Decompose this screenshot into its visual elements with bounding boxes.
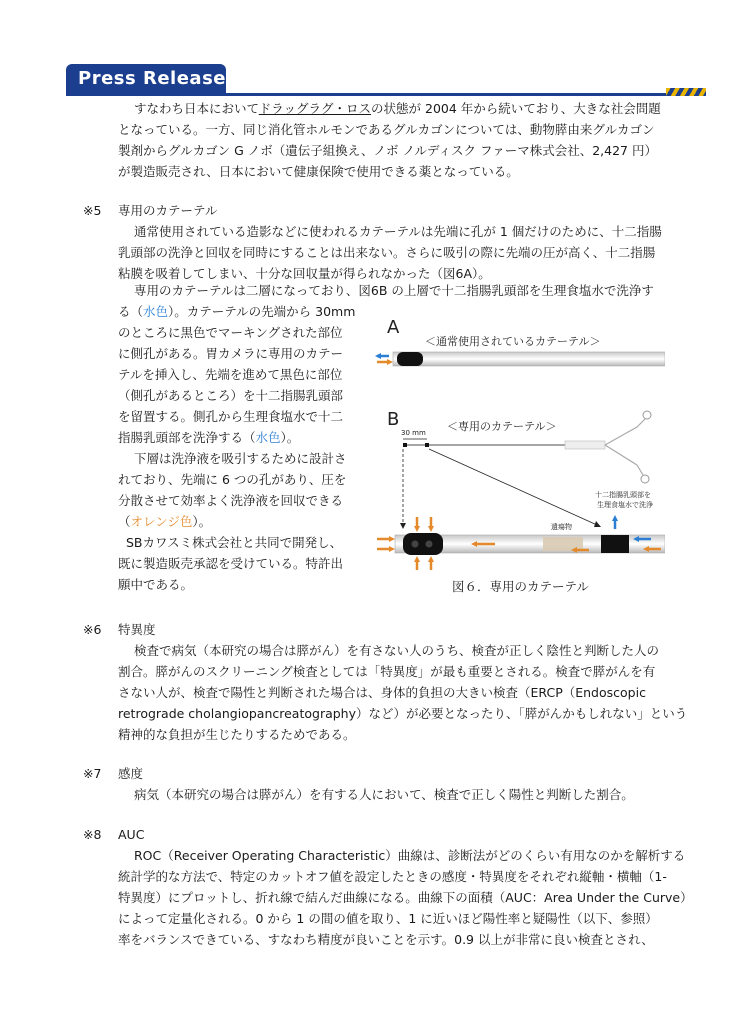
dimension-label: 30 mm — [401, 429, 426, 437]
s5-p2-line: 指腸乳頭部を洗浄する（水色）。 — [118, 430, 300, 445]
detail-tip — [403, 533, 443, 555]
s5-p2-line: 専用のカテーテルは二層になっており、図6B の上層で十二指腸乳頭部を生理食塩水で洗浄す — [134, 283, 654, 298]
orange-arrowhead — [428, 556, 434, 562]
s5-p4-line: 願中である。 — [118, 577, 194, 592]
note-8-mark: ※8 — [83, 827, 102, 842]
intro-line-4: が製造販売され、日本において健康保険で使用できる薬となっている。 — [118, 164, 519, 179]
s8-line: 統計学的な方法で、特定のカットオフ値を設定したときの感度・特異度をそれぞれ縦軸・横軸（1- — [118, 869, 667, 884]
header-rule — [66, 93, 698, 96]
s8-line: 特異度）にプロットし、折れ線で結んだ曲線になる。曲線下の面積（AUC：Area Under the Curve） — [118, 890, 693, 905]
press-release-header — [66, 64, 706, 96]
orange-arrowhead — [428, 526, 434, 532]
standard-catheter-tip — [397, 352, 423, 366]
s5-p3-line: れており、先端に 6 つの孔があり、圧を — [118, 472, 347, 487]
side-hole-band — [601, 535, 629, 553]
s5-p4-line: SBカワスミ株式会社と共同で開発し、 — [126, 535, 343, 550]
orange-arrowhead — [389, 536, 395, 542]
note-7-mark: ※7 — [83, 766, 102, 781]
orange-label: オレンジ色 — [130, 514, 193, 529]
s5-p3-line: 分散させて効率よく洗浄液を回収できる — [118, 493, 344, 508]
s8-line: ROC（Receiver Operating Characteristic）曲線は、診断法がどのくらい有用なのかを解析する — [134, 848, 686, 863]
orange-arrowhead — [389, 546, 395, 552]
debris-label: 遺瘍物 — [551, 523, 572, 531]
s5-p2-line: を留置する。側孔から生理食塩水で十二 — [118, 409, 344, 424]
panel-b-title: ＜専用のカテーテル＞ — [447, 420, 557, 433]
wash-label-2: 生理食塩水で洗浄 — [597, 501, 653, 509]
s6-line: 検査で病気（本研究の場合は膵がん）を有さない人のうち、検査が正しく陰性と判断した人の — [134, 643, 660, 658]
guide-line — [429, 449, 597, 525]
s6-line: 割合。膵がんのスクリーニング検査としては「特異度」が最も重要とされる。検査で膵がんを有 — [118, 664, 656, 679]
panel-a-label: A — [387, 317, 400, 338]
orange-arrowhead — [414, 526, 420, 532]
blue-label: 水色 — [143, 304, 169, 319]
s5-p3-line: 下層は洗浄液を吸引するために設計さ — [134, 451, 347, 466]
s5-p2-line: テルを挿入し、先端を進めて黒色に部位 — [118, 367, 343, 382]
s8-line: によって定量化される。0 から 1 の間の値を取り、1 に近いほど陽性率と疑陽性（以下、参照） — [118, 911, 658, 926]
drug-lag-term: ドラッグラグ・ロス — [258, 101, 372, 116]
intro-line-2: となっている。一方、同じ消化管ホルモンであるグルカゴンについては、動物膵由来グルカゴン — [118, 122, 655, 137]
press-release-title: Press Release — [66, 64, 226, 94]
connector-upper — [605, 419, 645, 445]
s6-line: retrograde cholangiopancreatography）など）が必要となったり、「膵がんかもしれない」という — [118, 706, 688, 721]
s5-p2-line: （側孔があるところ）を十二指腸乳頭部 — [118, 388, 344, 403]
figure-6-catheter — [375, 315, 665, 595]
intro-line-1: すなわち日本においてドラッグラグ・ロスの状態が 2004 年から続いており、大きな社会問題 — [134, 101, 661, 116]
s5-p2-line: る（水色）。カテーテルの先端から 30mm — [118, 304, 356, 319]
s5-p1-line: 粘膜を吸着してしまい、十分な回収量が得られなかった（図6A）。 — [118, 266, 491, 281]
tip-marker — [403, 443, 407, 447]
panel-a-title: ＜通常使用されているカテーテル＞ — [425, 335, 601, 348]
note-5-title: 専用のカテーテル — [118, 203, 218, 218]
s7-line: 病気（本研究の場合は膵がん）を有する人において、検査で正しく陽性と判断した割合。 — [134, 787, 634, 802]
catheter-diagram — [375, 315, 665, 577]
guide-arrowhead — [594, 521, 601, 527]
s5-p4-line: 既に製造販売承認を受けている。特許出 — [118, 556, 344, 571]
suction-hole — [412, 541, 419, 548]
side-hole-marker — [425, 443, 429, 447]
orange-arrowhead — [414, 556, 420, 562]
wash-label-1: 十二指腸乳頭部を — [595, 491, 651, 499]
note-6-mark: ※6 — [83, 622, 102, 637]
upper-port — [643, 411, 651, 419]
catheter-hub — [565, 441, 605, 449]
s6-line: さない人が、検査で陽性と判断された場合は、身体的負担の大きい検査（ERCP（Endoscopic — [118, 685, 646, 700]
s5-p1-line: 通常使用されている造影などに使われるカテーテルは先端に孔が 1 個だけのために、十二指腸 — [134, 224, 662, 239]
intro-line-3: 製剤からグルカゴン G ノボ（遺伝子組換え、ノボ ノルディスク ファーマ株式会社、2,427 円） — [118, 143, 657, 158]
blue-arrowhead — [612, 515, 618, 521]
lower-port — [641, 475, 649, 483]
s5-p2-line: のところに黒色でマーキングされた部位 — [118, 325, 343, 340]
standard-catheter-tube — [393, 352, 665, 366]
panel-b-label: B — [387, 409, 400, 430]
suction-hole — [426, 541, 433, 548]
blue-label: 水色 — [255, 430, 281, 445]
figure-6-caption: 図６．専用のカテーテル — [452, 579, 589, 594]
header-stripe — [666, 88, 706, 96]
note-5-mark: ※5 — [83, 203, 102, 218]
s5-p3-line: （オレンジ色）。 — [118, 514, 212, 529]
note-7-title: 感度 — [118, 766, 144, 781]
connector-lower — [605, 445, 643, 475]
orange-arrowhead — [387, 359, 393, 365]
s6-line: 精神的な負担が生じたりするためである。 — [118, 727, 356, 742]
s5-p1-line: 乳頭部の洗浄と回収を同時にすることは出来ない。さらに吸引の際に先端の圧が高く、十二指腸 — [118, 245, 656, 260]
s5-p2-line: に側孔がある。胃カメラに専用のカテー — [118, 346, 344, 361]
blue-arrowhead — [375, 353, 381, 359]
note-6-title: 特異度 — [118, 622, 156, 637]
s8-line: 率をバランスできている、すなわち精度が良いことを示す。0.9 以上が非常に良い検査とされ、 — [118, 932, 654, 947]
guide-arrowhead — [400, 523, 406, 529]
note-8-title: AUC — [118, 827, 145, 842]
